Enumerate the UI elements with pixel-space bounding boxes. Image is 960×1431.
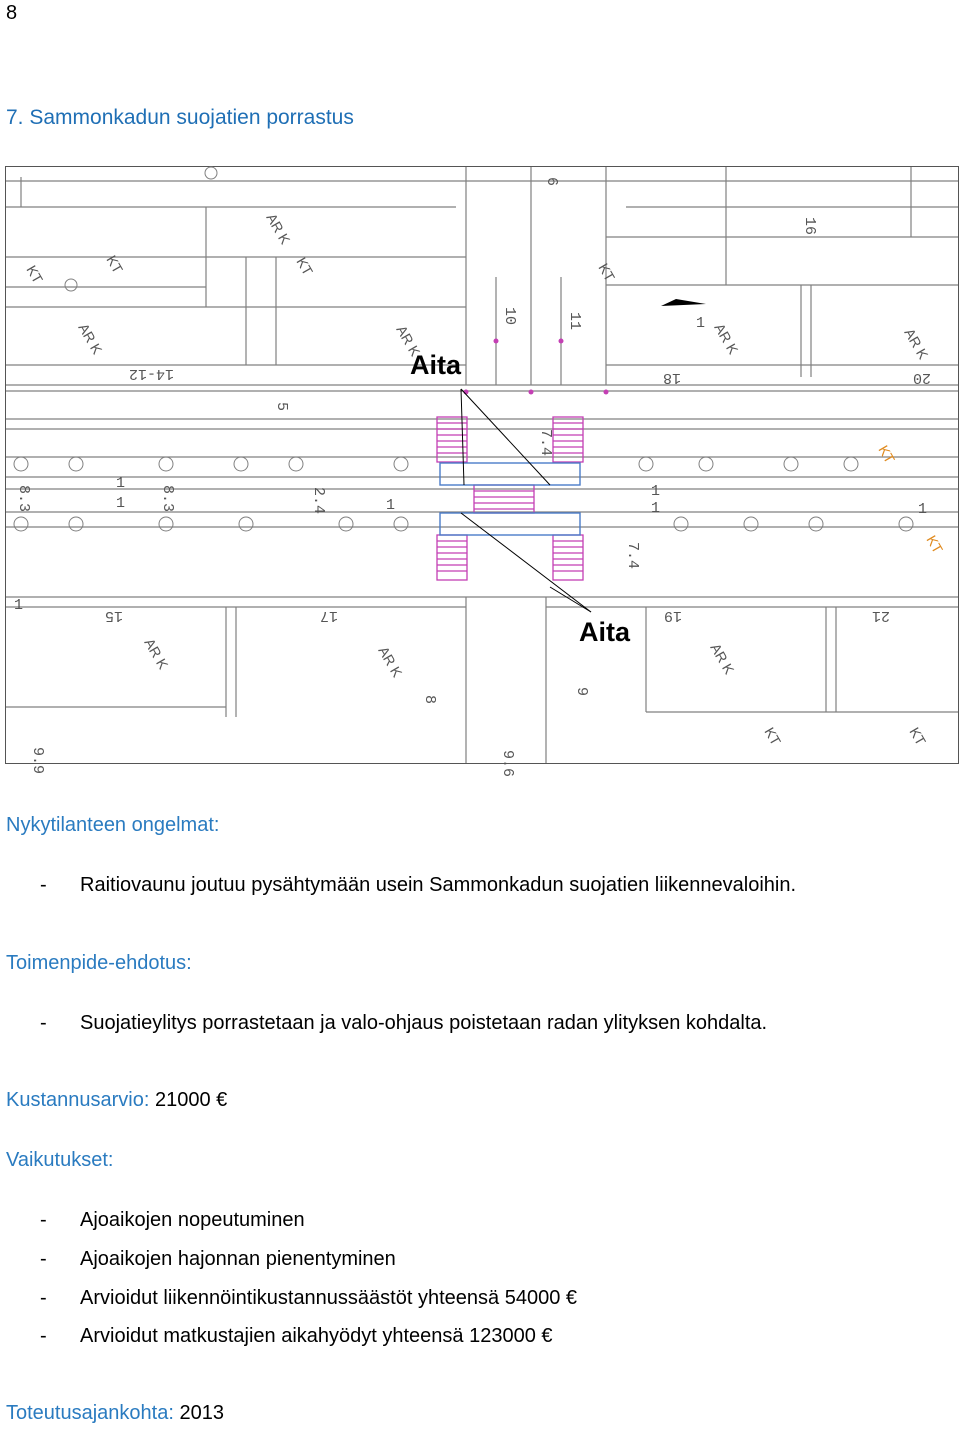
map-number: 18 [662, 369, 681, 386]
map-label-kt: KT [906, 724, 930, 748]
map-label-ark: AR K [711, 320, 742, 357]
map-number: 8.3 [159, 485, 176, 513]
map-number: 19 [663, 607, 682, 624]
schedule-heading: Toteutusajankohta: [6, 1402, 174, 1424]
map-number: 14-12 [128, 365, 174, 382]
map-number: 1 [14, 597, 24, 614]
map-number: 1 [918, 501, 928, 518]
map-number: 9 [573, 687, 590, 697]
map-number: 8 [421, 695, 438, 705]
map-number: 9.6 [499, 750, 516, 778]
problems-item: - Raitiovaunu joutuu pysähtymään usein Sammonkadun suojatien liikennevaloihin. [40, 874, 797, 896]
map-number: 1 [651, 483, 661, 500]
map-number: 21 [871, 607, 890, 624]
map-label-ark: AR K [707, 640, 738, 677]
map-number: 11 [566, 312, 583, 331]
effects-heading: Vaikutukset: [6, 1149, 114, 1171]
map-drawing [6, 167, 958, 778]
map-label-kt: KT [103, 252, 127, 276]
cost-heading: Kustannusarvio: [6, 1089, 150, 1111]
street-plan-map [5, 166, 959, 778]
map-number: 10 [501, 307, 518, 326]
effects-item-text: Ajoaikojen nopeutuminen [80, 1209, 305, 1231]
problems-item-text: Raitiovaunu joutuu pysähtymään usein Sammonkadun suojatien liikennevaloihin. [80, 874, 797, 896]
map-number: 16 [801, 217, 818, 236]
map-number: 7.4 [537, 429, 554, 457]
fence-label-bottom: Aita [579, 617, 631, 647]
north-arrow-icon [661, 299, 706, 306]
fence-label-top: Aita [410, 350, 462, 380]
map-label-kt: KT [761, 724, 785, 748]
map-label-ark: AR K [393, 322, 424, 359]
proposal-heading: Toimenpide-ehdotus: [6, 952, 192, 974]
effects-item-text: Ajoaikojen hajonnan pienentyminen [80, 1248, 396, 1270]
map-label-ark: AR K [901, 325, 932, 362]
map-label-kt-orange: KT [923, 532, 947, 556]
map-number: 20 [912, 369, 931, 386]
map-number: 1 [116, 495, 126, 512]
effects-item: - Arvioidut matkustajien aikahyödyt yhteensä 123000 € [40, 1325, 553, 1347]
map-number: 5 [273, 402, 290, 412]
effects-item: - Ajoaikojen nopeutuminen [40, 1209, 305, 1231]
map-label-kt: KT [23, 262, 47, 286]
map-label-kt-orange: KT [875, 442, 899, 466]
schedule-row [6, 1402, 224, 1425]
map-number: 7.4 [624, 542, 641, 570]
road-lines [6, 167, 958, 763]
map-label-ark: AR K [141, 635, 172, 672]
effects-item: - Arvioidut liikennöintikustannussäästöt yhteensä 54000 € [40, 1287, 577, 1309]
section-heading: 7. Sammonkadun suojatien porrastus [6, 106, 354, 129]
map-number: 6 [543, 177, 560, 187]
map-number: 1 [386, 497, 396, 514]
map-label-kt: KT [595, 260, 619, 284]
cost-row [6, 1089, 227, 1112]
cost-value: 21000 € [154, 1089, 228, 1111]
map-number: 2.4 [310, 487, 327, 515]
map-label-ark: AR K [75, 320, 106, 357]
map-number: 1 [696, 315, 706, 332]
map-number: 8.3 [15, 485, 32, 513]
schedule-value: 2013 [179, 1402, 224, 1424]
page-number: 8 [6, 2, 18, 24]
proposal-item-text: Suojatieylitys porrastetaan ja valo-ohjaus poistetaan radan ylityksen kohdalta. [80, 1012, 768, 1034]
map-number: 1 [651, 500, 661, 517]
problems-heading: Nykytilanteen ongelmat: [6, 814, 220, 836]
map-label-kt: KT [293, 254, 317, 278]
traffic-islands [440, 463, 580, 535]
proposal-item: - Suojatieylitys porrastetaan ja valo-ohjaus poistetaan radan ylityksen kohdalta. [40, 1012, 768, 1034]
effects-item: - Ajoaikojen hajonnan pienentyminen [40, 1248, 396, 1270]
effects-item-text: Arvioidut liikennöintikustannussäästöt yhteensä 54000 € [80, 1287, 577, 1309]
map-number: 1 [116, 475, 126, 492]
map-number: 9.9 [29, 747, 46, 775]
map-number: 15 [104, 607, 123, 624]
signal-poles [464, 339, 609, 395]
map-label-ark: AR K [375, 643, 406, 680]
map-number: 17 [319, 607, 338, 624]
effects-item-text: Arvioidut matkustajien aikahyödyt yhteensä 123000 € [80, 1325, 553, 1347]
map-label-ark: AR K [263, 210, 294, 247]
